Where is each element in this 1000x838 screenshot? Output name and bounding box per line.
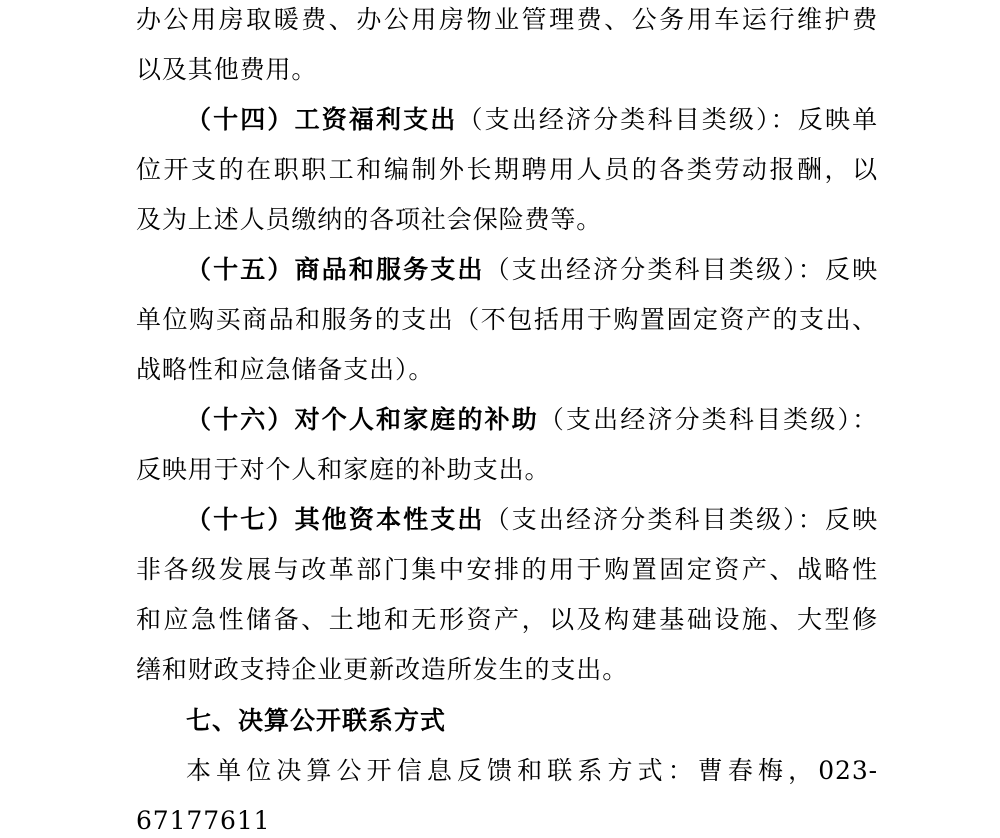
item-15-text: （支出经济分类科目类级）：反映	[484, 255, 878, 284]
text-line: 和应急性储备、土地和无形资产，以及构建基础设施、大型修	[136, 605, 878, 634]
item-14-title: （十四）工资福利支出	[186, 105, 458, 134]
item-17-title: （十七）其他资本性支出	[186, 505, 485, 534]
text-line: 以及其他费用。	[136, 55, 318, 84]
text-line: 非各级发展与改革部门集中安排的用于购置固定资产、战略性	[136, 555, 878, 584]
item-17-line	[186, 507, 878, 532]
text-line: 单位购买商品和服务的支出（不包括用于购置固定资产的支出、	[136, 305, 878, 334]
section-heading: 七、决算公开联系方式	[186, 706, 447, 735]
item-15-line	[186, 257, 878, 282]
text-line: 及为上述人员缴纳的各项社会保险费等。	[136, 205, 603, 234]
item-16-title: （十六）对个人和家庭的补助	[186, 405, 539, 434]
item-14-text: （支出经济分类科目类级）：反映单	[457, 105, 878, 134]
item-17-text: （支出经济分类科目类级）：反映	[484, 505, 878, 534]
text-line: 缮和财政支持企业更新改造所发生的支出。	[136, 655, 629, 684]
item-14-line	[186, 107, 878, 132]
contact-line: 本单位决算公开信息反馈和联系方式：曹春梅，023-	[186, 756, 878, 785]
text-line: 办公用房取暖费、办公用房物业管理费、公务用车运行维护费	[136, 5, 878, 34]
text-line: 位开支的在职职工和编制外长期聘用人员的各类劳动报酬，以	[136, 155, 878, 184]
item-16-text: （支出经济分类科目类级）：	[538, 405, 879, 434]
item-15-title: （十五）商品和服务支出	[186, 255, 485, 284]
contact-phone-line: 67177611	[136, 806, 271, 835]
item-16-line	[186, 407, 878, 432]
text-line: 反映用于对个人和家庭的补助支出。	[136, 455, 551, 484]
text-line: 战略性和应急储备支出）。	[136, 355, 435, 384]
